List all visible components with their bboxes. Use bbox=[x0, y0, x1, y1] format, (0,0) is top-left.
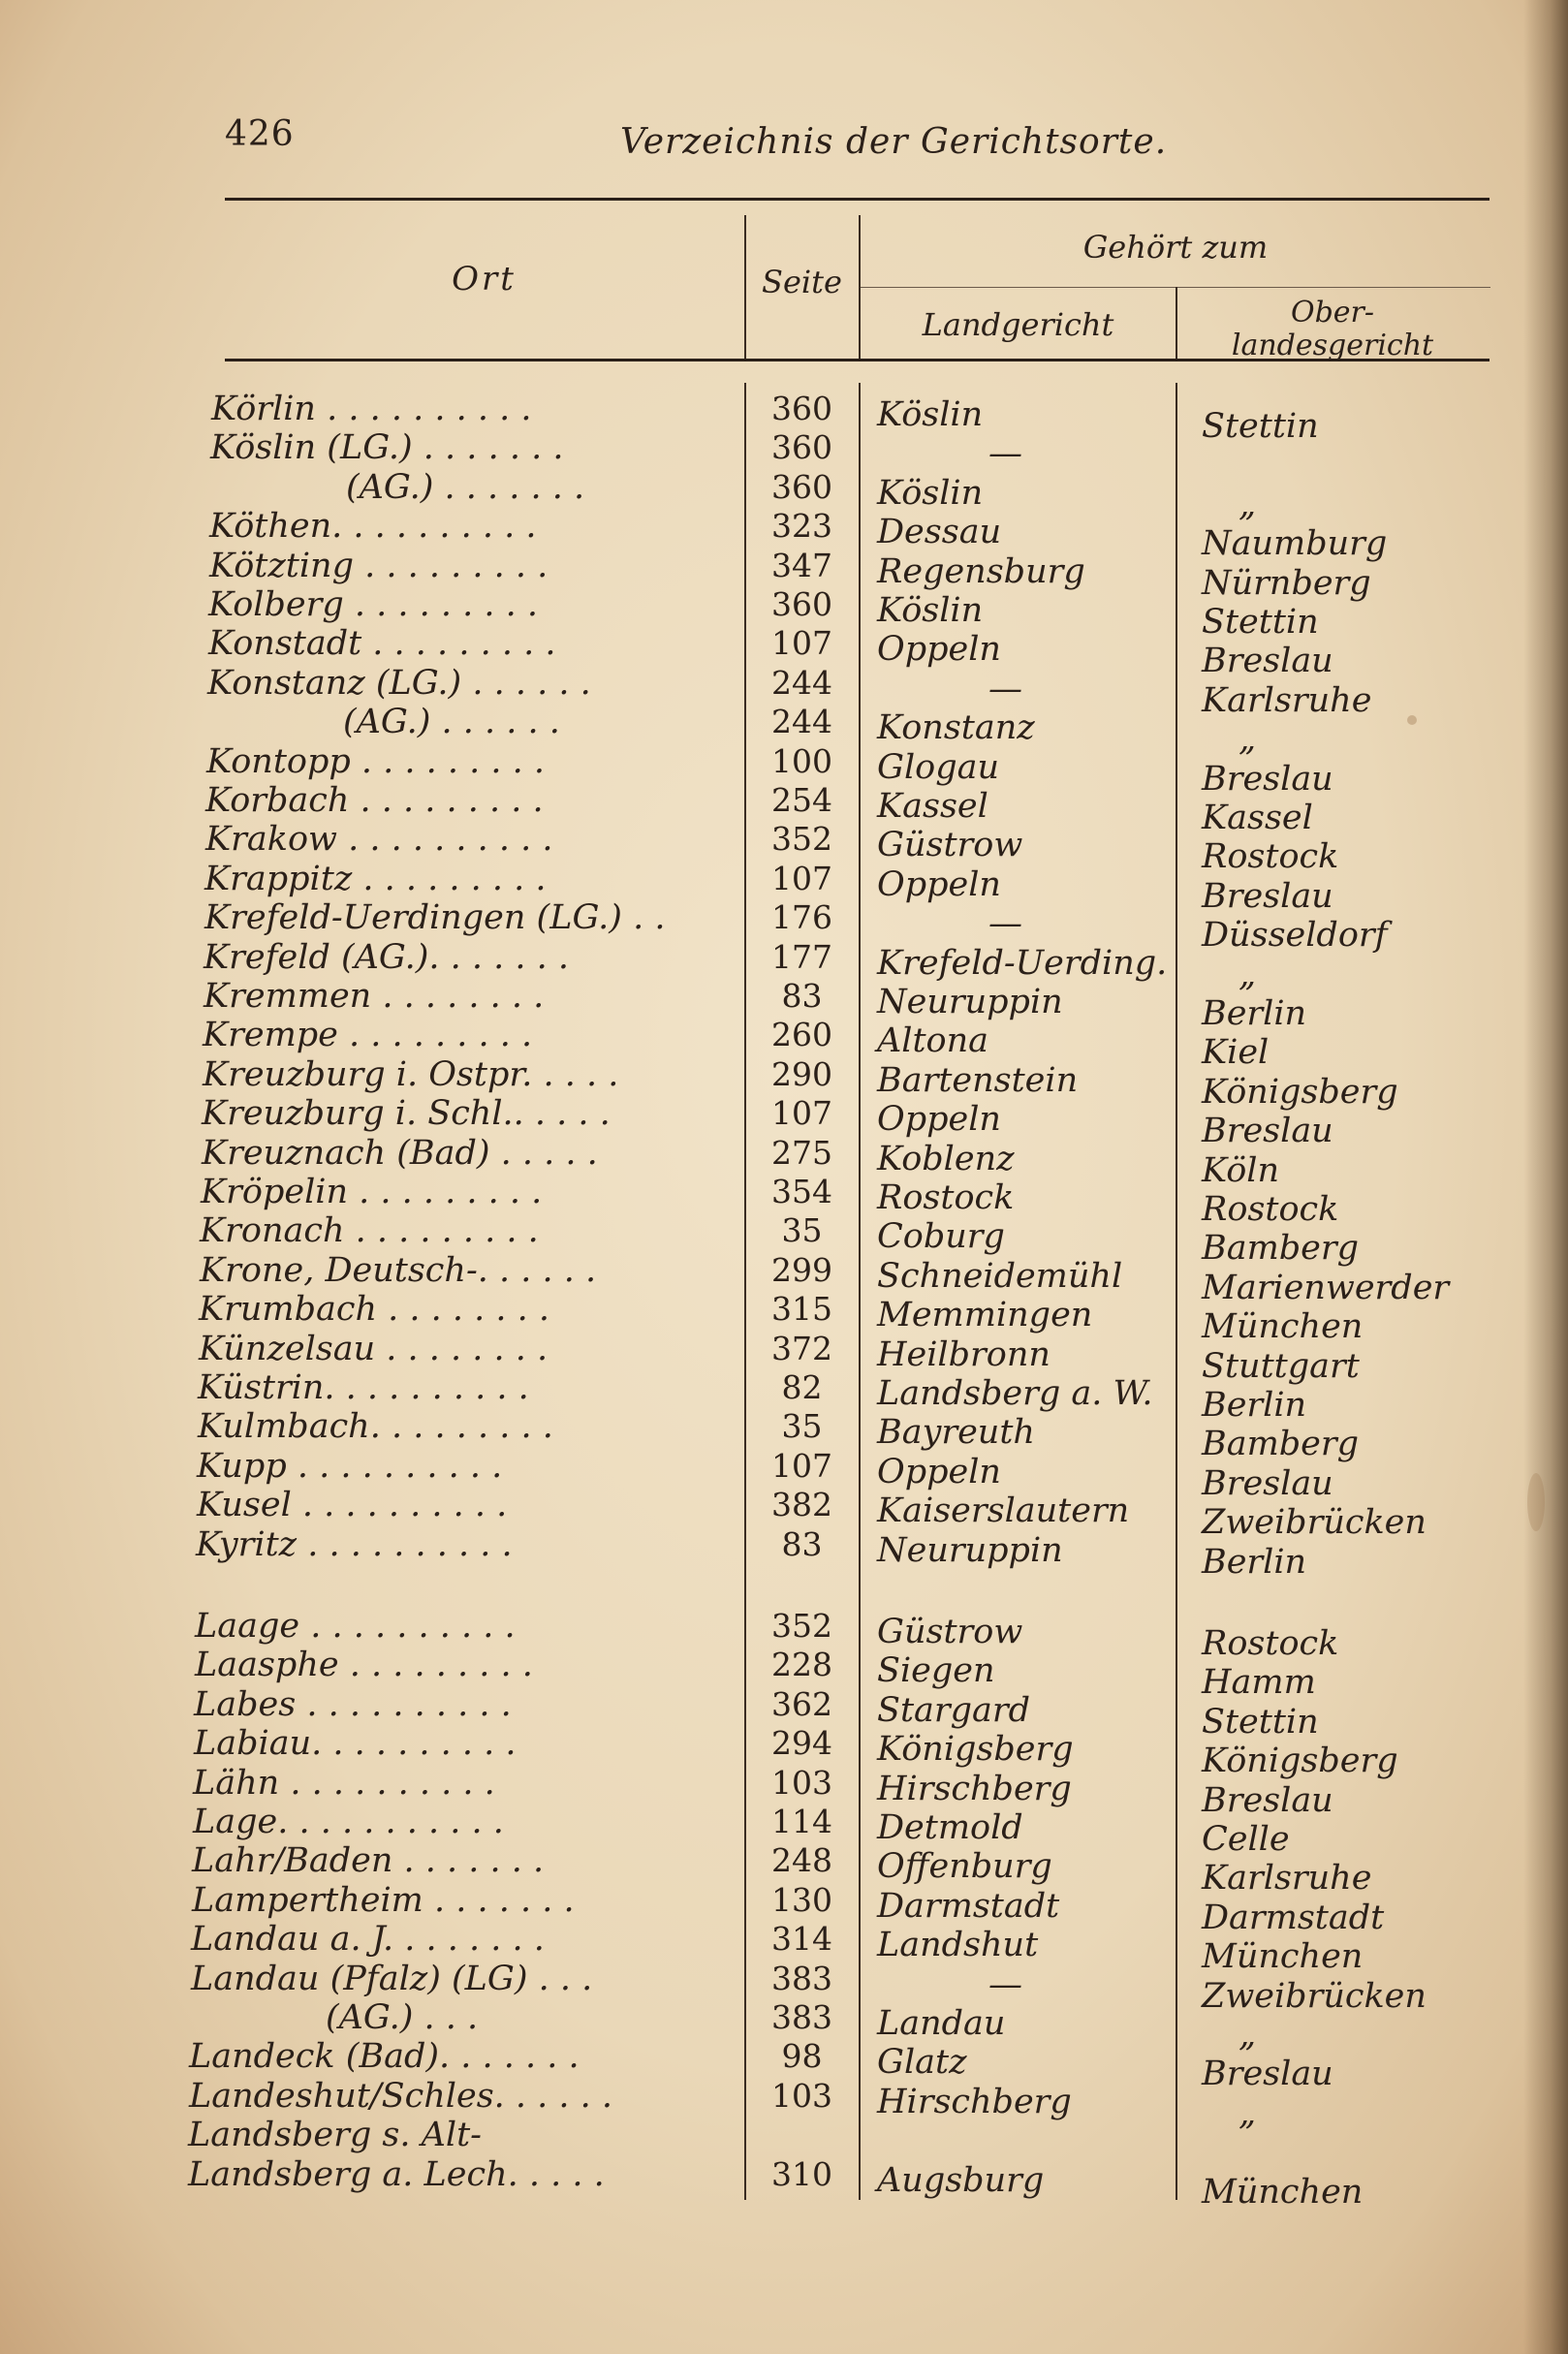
table-row bbox=[0, 820, 1568, 877]
oberlandesgericht-cell: Stuttgart bbox=[1202, 1346, 1360, 1386]
table-row bbox=[0, 1250, 1568, 1307]
table-row bbox=[0, 467, 1568, 524]
seite-cell: 383 bbox=[771, 1959, 832, 1997]
ort-cell: Kreuzburg i. Ostpr. . . . . bbox=[203, 1054, 619, 1094]
ort-cell: Krefeld (AG.). . . . . . . bbox=[204, 937, 570, 977]
column-header-ort: Ort bbox=[452, 260, 517, 298]
seite-cell: 382 bbox=[771, 1486, 832, 1524]
ort-cell: Krone, Deutsch-. . . . . . bbox=[200, 1250, 597, 1290]
landgericht-cell: Altona bbox=[877, 1021, 989, 1061]
table-row bbox=[0, 1290, 1568, 1347]
table-row bbox=[0, 898, 1568, 956]
table-row bbox=[0, 428, 1568, 474]
oberlandesgericht-cell: Breslau bbox=[1202, 759, 1333, 799]
seite-cell: 372 bbox=[771, 1329, 832, 1367]
seite-cell: 100 bbox=[771, 741, 832, 780]
seite-cell: 107 bbox=[771, 624, 832, 663]
ort-cell: Krempe . . . . . . . . . bbox=[203, 1016, 533, 1055]
seite-cell: 228 bbox=[771, 1646, 832, 1684]
oberlandesgericht-cell: Düsseldorf bbox=[1202, 916, 1388, 956]
table-row bbox=[0, 1524, 1568, 1582]
oberlandesgericht-cell: München bbox=[1202, 1937, 1364, 1977]
landgericht-cell: Koblenz bbox=[877, 1139, 1015, 1178]
table-row bbox=[0, 1094, 1568, 1151]
oberlandesgericht-cell: München bbox=[1202, 1307, 1364, 1347]
landgericht-cell: Heilbronn bbox=[877, 1334, 1051, 1374]
column-header-seite: Seite bbox=[762, 264, 842, 300]
ort-cell: Landeshut/Schles. . . . . . bbox=[189, 2076, 613, 2116]
landgericht-cell: Bartenstein bbox=[877, 1060, 1079, 1100]
landgericht-cell: Königsberg bbox=[877, 1730, 1074, 1770]
table-row bbox=[0, 546, 1568, 603]
oberlandesgericht-cell: Stettin bbox=[1202, 603, 1319, 642]
landgericht-cell: Oppeln bbox=[877, 630, 1001, 670]
seite-cell: 103 bbox=[771, 2076, 832, 2115]
landgericht-cell: Köslin bbox=[877, 591, 984, 630]
seite-cell: 362 bbox=[771, 1684, 832, 1723]
oberlandesgericht-cell: Königsberg bbox=[1202, 1742, 1398, 1781]
page-number: 426 bbox=[225, 114, 295, 154]
ort-cell: Kusel . . . . . . . . . . bbox=[197, 1486, 508, 1525]
table-row bbox=[0, 977, 1568, 1033]
table-row bbox=[0, 1724, 1568, 1781]
ort-cell: Lampertheim . . . . . . . bbox=[192, 1880, 575, 1920]
oberlandesgericht-cell: „ bbox=[1239, 2093, 1257, 2133]
landgericht-cell: Krefeld-Uerding. bbox=[877, 943, 1168, 983]
oberlandesgericht-cell: Nürnberg bbox=[1202, 563, 1371, 603]
oberlandesgericht-cell: München bbox=[1202, 2172, 1364, 2212]
table-row bbox=[0, 663, 1568, 720]
landgericht-cell: Schneidemühl bbox=[877, 1256, 1123, 1296]
oberlandesgericht-cell: Zweibrücken bbox=[1202, 1976, 1427, 2016]
table-row bbox=[0, 1486, 1568, 1543]
ort-cell: Lahr/Baden . . . . . . . bbox=[192, 1841, 545, 1881]
seite-cell: 360 bbox=[771, 428, 832, 467]
landgericht-cell: Neuruppin bbox=[877, 1530, 1063, 1570]
oberlandesgericht-cell: Breslau bbox=[1202, 1463, 1333, 1503]
table-row bbox=[0, 1763, 1568, 1820]
seite-cell: 314 bbox=[771, 1920, 832, 1959]
ort-cell: Kötzting . . . . . . . . . bbox=[209, 546, 549, 585]
ort-cell: Kontopp . . . . . . . . . bbox=[206, 741, 546, 781]
seite-cell: 177 bbox=[771, 937, 832, 976]
seite-cell: 323 bbox=[771, 507, 832, 546]
oberlandesgericht-cell: Königsberg bbox=[1202, 1072, 1398, 1112]
seite-cell: 248 bbox=[771, 1841, 832, 1880]
landgericht-cell: Siegen bbox=[877, 1651, 995, 1691]
seite-cell: 176 bbox=[771, 898, 832, 937]
landgericht-cell: Glogau bbox=[877, 747, 1000, 787]
column-header-oberlandesgericht: Ober- landesgericht bbox=[1231, 296, 1434, 362]
seite-cell: 352 bbox=[771, 1607, 832, 1645]
table-row bbox=[0, 1607, 1568, 1663]
oberlandesgericht-cell: „ bbox=[1239, 485, 1257, 524]
seite-cell: 130 bbox=[771, 1880, 832, 1919]
table-row bbox=[0, 2076, 1568, 2133]
seite-cell: 360 bbox=[771, 467, 832, 506]
oberlandesgericht-cell: Berlin bbox=[1202, 994, 1307, 1033]
seite-cell: 107 bbox=[771, 1446, 832, 1485]
seite-cell: 82 bbox=[781, 1368, 823, 1406]
ort-cell: Krumbach . . . . . . . . bbox=[199, 1290, 550, 1330]
table-row bbox=[0, 1880, 1568, 1937]
table-row bbox=[0, 1446, 1568, 1503]
seite-cell: 35 bbox=[781, 1407, 823, 1446]
seite-cell: 107 bbox=[771, 1094, 832, 1133]
table-row bbox=[0, 703, 1568, 760]
landgericht-cell: Bayreuth bbox=[877, 1413, 1035, 1453]
ort-cell: (AG.) . . . . . . bbox=[343, 703, 560, 742]
oberlandesgericht-cell: Rostock bbox=[1202, 1190, 1339, 1229]
landgericht-cell: — bbox=[988, 669, 1022, 708]
table-row bbox=[0, 1998, 1568, 2055]
oberlandesgericht-cell: „ bbox=[1239, 2016, 1257, 2055]
table-row bbox=[0, 1016, 1568, 1073]
oberlandesgericht-cell: Karlsruhe bbox=[1202, 680, 1372, 720]
ort-cell: Kulmbach. . . . . . . . . bbox=[198, 1407, 553, 1447]
oberlandesgericht-cell: Breslau bbox=[1202, 642, 1333, 681]
ort-cell: Kröpelin . . . . . . . . . bbox=[201, 1173, 543, 1211]
table-top-rule bbox=[225, 198, 1490, 201]
seite-cell: 294 bbox=[771, 1724, 832, 1763]
table-row bbox=[0, 1173, 1568, 1229]
seite-cell: 360 bbox=[771, 390, 832, 427]
oberlandesgericht-cell: Kassel bbox=[1202, 799, 1313, 837]
table-row bbox=[0, 1054, 1568, 1112]
oberlandesgericht-cell: Karlsruhe bbox=[1202, 1859, 1372, 1899]
landgericht-cell: Rostock bbox=[877, 1178, 1015, 1217]
table-row bbox=[0, 1368, 1568, 1425]
landgericht-cell: Stargard bbox=[877, 1690, 1031, 1730]
oberlandesgericht-cell: Naumburg bbox=[1202, 524, 1388, 564]
seite-cell: 83 bbox=[781, 1524, 823, 1563]
landgericht-cell: Kassel bbox=[877, 787, 988, 826]
ort-cell: Köslin (LG.) . . . . . . . bbox=[210, 428, 564, 468]
oberlandesgericht-cell: „ bbox=[1239, 955, 1257, 994]
table-row bbox=[0, 507, 1568, 564]
ort-cell: Köthen. . . . . . . . . . bbox=[209, 507, 537, 547]
landgericht-cell: Neuruppin bbox=[877, 983, 1063, 1021]
column-header-landgericht: Landgericht bbox=[922, 306, 1114, 343]
ort-cell: Landau (Pfalz) (LG) . . . bbox=[191, 1959, 593, 1998]
oberlandesgericht-cell: Stettin bbox=[1202, 1702, 1319, 1742]
oberlandesgericht-cell: „ bbox=[1239, 720, 1257, 760]
ort-cell: Kupp . . . . . . . . . . bbox=[197, 1446, 503, 1486]
landgericht-cell: Memmingen bbox=[877, 1296, 1093, 1335]
table-row bbox=[0, 1133, 1568, 1190]
landgericht-cell: Oppeln bbox=[877, 864, 1001, 904]
oberlandesgericht-cell: Köln bbox=[1202, 1150, 1280, 1190]
oberlandesgericht-cell: Hamm bbox=[1202, 1663, 1316, 1703]
ort-cell: Küstrin. . . . . . . . . . bbox=[198, 1368, 529, 1407]
table-row bbox=[0, 1959, 1568, 2016]
table-row bbox=[0, 624, 1568, 681]
landgericht-cell: Köslin bbox=[877, 473, 984, 513]
seite-cell: 244 bbox=[771, 663, 832, 702]
table-row bbox=[0, 585, 1568, 642]
table-row bbox=[0, 1684, 1568, 1742]
landgericht-cell: Güstrow bbox=[877, 1613, 1023, 1651]
oberlandesgericht-cell: Berlin bbox=[1202, 1386, 1307, 1425]
landgericht-cell: Offenburg bbox=[877, 1847, 1052, 1887]
table-row bbox=[0, 937, 1568, 994]
ort-cell: Landau a. J. . . . . . . . bbox=[191, 1920, 545, 1960]
oberlandesgericht-cell: Breslau bbox=[1202, 1780, 1333, 1820]
oberlandesgericht-cell: Berlin bbox=[1202, 1542, 1307, 1582]
oberlandesgericht-cell: Breslau bbox=[1202, 1112, 1333, 1151]
seite-cell: 114 bbox=[771, 1803, 832, 1840]
ort-cell: Kyritz . . . . . . . . . . bbox=[196, 1524, 513, 1564]
landgericht-cell: — bbox=[988, 1964, 1022, 2004]
oberlandesgericht-cell: Breslau bbox=[1202, 876, 1333, 916]
seite-cell: 98 bbox=[781, 2037, 823, 2076]
ort-cell: Landeck (Bad). . . . . . . bbox=[189, 2037, 580, 2077]
ort-cell: Kremmen . . . . . . . . bbox=[204, 977, 545, 1016]
ort-cell: Krappitz . . . . . . . . . bbox=[204, 859, 547, 898]
ort-cell: Krakow . . . . . . . . . . bbox=[205, 820, 553, 860]
table-row bbox=[0, 1407, 1568, 1464]
running-title: Verzeichnis der Gerichtsorte. bbox=[620, 122, 1168, 162]
landgericht-cell: Kaiserslautern bbox=[877, 1491, 1130, 1531]
landgericht-cell: Hirschberg bbox=[877, 2082, 1072, 2121]
seite-cell: 299 bbox=[771, 1250, 832, 1289]
column-header-gehoert-zum: Gehört zum bbox=[1082, 229, 1269, 266]
oberlandesgericht-cell: Zweibrücken bbox=[1202, 1503, 1427, 1543]
table-row bbox=[0, 1841, 1568, 1899]
seite-cell: 254 bbox=[771, 781, 832, 819]
ort-cell: Lage. . . . . . . . . . . bbox=[193, 1803, 504, 1841]
landgericht-cell: Landau bbox=[877, 2004, 1006, 2043]
landgericht-cell: Landshut bbox=[877, 1926, 1039, 1965]
ort-cell: Lähn . . . . . . . . . . bbox=[193, 1763, 495, 1803]
table-row bbox=[0, 1211, 1568, 1269]
ort-cell: Laasphe . . . . . . . . . bbox=[195, 1646, 533, 1685]
oberlandesgericht-cell: Celle bbox=[1202, 1820, 1290, 1859]
landgericht-cell: Regensburg bbox=[877, 551, 1085, 591]
oberlandesgericht-cell: Rostock bbox=[1202, 1624, 1339, 1663]
page-header bbox=[0, 114, 1568, 173]
seite-cell: 107 bbox=[771, 859, 832, 897]
seite-cell: 290 bbox=[771, 1054, 832, 1093]
table-row bbox=[0, 1803, 1568, 1859]
landgericht-cell: — bbox=[988, 434, 1022, 474]
ort-cell: Konstadt . . . . . . . . . bbox=[208, 624, 556, 664]
landgericht-cell: Landsberg a. W. bbox=[877, 1374, 1153, 1413]
oberlandesgericht-cell: Bamberg bbox=[1202, 1229, 1360, 1269]
ort-cell: Kreuzburg i. Schl.. . . . . bbox=[202, 1094, 611, 1134]
seite-cell: 83 bbox=[781, 977, 823, 1015]
seite-cell: 310 bbox=[771, 2154, 832, 2193]
landgericht-cell: Glatz bbox=[877, 2043, 967, 2083]
seite-cell: 244 bbox=[771, 703, 832, 741]
seite-cell: 360 bbox=[771, 585, 832, 623]
landgericht-cell: Coburg bbox=[877, 1217, 1005, 1257]
ort-cell: Korbach . . . . . . . . . bbox=[205, 781, 544, 820]
seite-cell: 383 bbox=[771, 1998, 832, 2036]
landgericht-cell: Güstrow bbox=[877, 826, 1023, 865]
oberlandesgericht-cell: Marienwerder bbox=[1202, 1268, 1450, 1307]
seite-cell: 315 bbox=[771, 1290, 832, 1329]
seite-cell: 275 bbox=[771, 1133, 832, 1172]
table-row bbox=[0, 1920, 1568, 1977]
landgericht-cell: Dessau bbox=[877, 513, 1002, 552]
landgericht-cell: Oppeln bbox=[877, 1100, 1001, 1140]
table-row bbox=[0, 1646, 1568, 1703]
landgericht-cell: Augsburg bbox=[877, 2160, 1045, 2200]
ort-cell: (AG.) . . . . . . . bbox=[346, 467, 585, 507]
ort-cell: Krefeld-Uerdingen (LG.) . . bbox=[204, 898, 666, 938]
table-row bbox=[0, 2116, 1568, 2154]
landgericht-cell: Oppeln bbox=[877, 1452, 1001, 1491]
ort-cell: Labes . . . . . . . . . . bbox=[194, 1684, 512, 1724]
ort-cell: Konstanz (LG.) . . . . . . bbox=[207, 663, 591, 703]
ort-cell: Kronach . . . . . . . . . bbox=[200, 1211, 539, 1251]
table-row bbox=[0, 2037, 1568, 2094]
table-row bbox=[0, 390, 1568, 446]
ort-cell: Kolberg . . . . . . . . . bbox=[208, 585, 538, 624]
oberlandesgericht-cell: Darmstadt bbox=[1202, 1898, 1385, 1937]
ort-cell: Labiau. . . . . . . . . . bbox=[194, 1724, 517, 1764]
landgericht-cell: Köslin bbox=[877, 395, 984, 434]
ort-cell: (AG.) . . . bbox=[326, 1998, 479, 2037]
ort-cell: Laage . . . . . . . . . . bbox=[195, 1607, 516, 1646]
landgericht-cell: — bbox=[988, 904, 1022, 944]
seite-cell: 103 bbox=[771, 1763, 832, 1802]
table-row bbox=[0, 2154, 1568, 2212]
oberlandesgericht-cell: Breslau bbox=[1202, 2055, 1333, 2094]
seite-cell: 260 bbox=[771, 1016, 832, 1054]
seite-cell: 352 bbox=[771, 820, 832, 859]
table-row bbox=[0, 859, 1568, 916]
seite-cell: 35 bbox=[781, 1211, 823, 1250]
ort-cell: Körlin . . . . . . . . . . bbox=[211, 390, 532, 428]
oberlandesgericht-cell: Rostock bbox=[1202, 837, 1339, 877]
oberlandesgericht-cell: Stettin bbox=[1202, 407, 1319, 446]
landgericht-cell: Darmstadt bbox=[877, 1886, 1060, 1926]
table-row bbox=[0, 781, 1568, 837]
ort-cell: Landsberg a. Lech. . . . . bbox=[188, 2154, 605, 2194]
landgericht-cell: Hirschberg bbox=[877, 1769, 1072, 1808]
oberlandesgericht-cell: Bamberg bbox=[1202, 1425, 1360, 1464]
oberlandesgericht-cell: Kiel bbox=[1202, 1033, 1270, 1073]
ort-cell: Landsberg s. Alt- bbox=[188, 2116, 482, 2155]
landgericht-cell: Konstanz bbox=[877, 708, 1035, 748]
ort-cell: Kreuznach (Bad) . . . . . bbox=[202, 1133, 598, 1173]
table-row bbox=[0, 741, 1568, 799]
table-row bbox=[0, 1329, 1568, 1386]
seite-cell: 347 bbox=[771, 546, 832, 584]
landgericht-cell: Detmold bbox=[877, 1808, 1023, 1847]
ort-cell: Künzelsau . . . . . . . . bbox=[199, 1329, 549, 1368]
seite-cell: 354 bbox=[771, 1173, 832, 1210]
